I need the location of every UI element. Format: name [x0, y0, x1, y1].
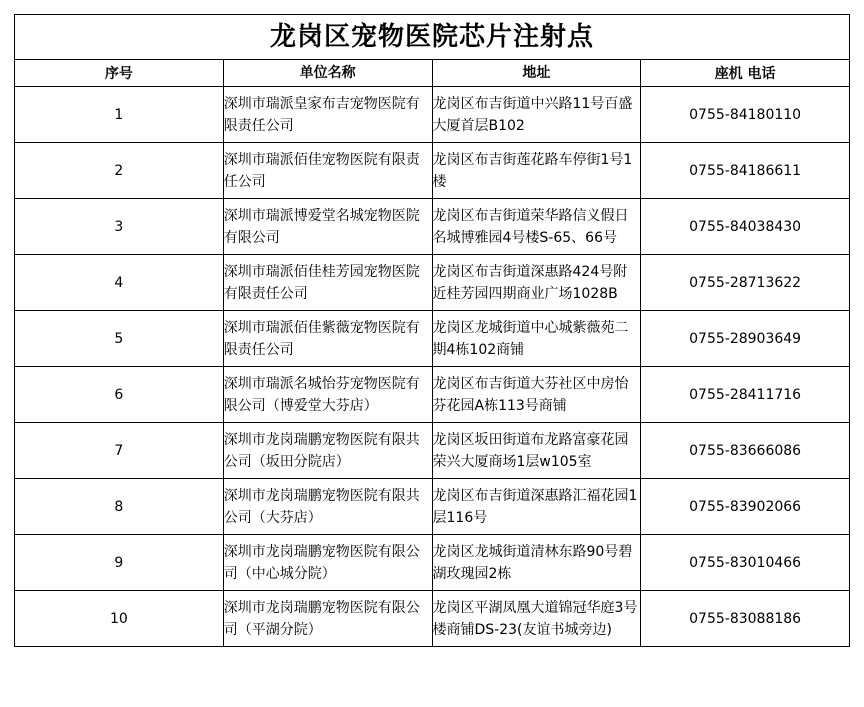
row-phone: 0755-84186611: [641, 143, 850, 199]
column-header-address: 地址: [432, 60, 641, 87]
table-row: [15, 479, 850, 535]
document-title: 龙岗区宠物医院芯片注射点: [15, 15, 850, 60]
table-row: [15, 591, 850, 647]
row-index: 10: [15, 591, 224, 647]
row-phone: 0755-84038430: [641, 199, 850, 255]
row-index: 2: [15, 143, 224, 199]
row-name: 深圳市瑞派名城怡芬宠物医院有限公司（博爱堂大芬店）: [223, 367, 432, 423]
column-header-name: 单位名称: [223, 60, 432, 87]
row-index: 4: [15, 255, 224, 311]
row-address: 龙岗区平湖凤凰大道锦冠华庭3号楼商铺DS-23(友谊书城旁边): [432, 591, 641, 647]
row-address: 龙岗区龙城街道清林东路90号碧湖玫瑰园2栋: [432, 535, 641, 591]
row-name: 深圳市瑞派佰佳宠物医院有限责任公司: [223, 143, 432, 199]
table-row: [15, 311, 850, 367]
table-row: [15, 535, 850, 591]
row-phone: 0755-28713622: [641, 255, 850, 311]
row-index: 1: [15, 87, 224, 143]
row-phone: 0755-28903649: [641, 311, 850, 367]
row-phone: 0755-83088186: [641, 591, 850, 647]
row-index: 9: [15, 535, 224, 591]
row-name: 深圳市瑞派佰佳桂芳园宠物医院有限责任公司: [223, 255, 432, 311]
row-phone: 0755-84180110: [641, 87, 850, 143]
row-name: 深圳市龙岗瑞鹏宠物医院有限公司（平湖分院）: [223, 591, 432, 647]
row-address: 龙岗区龙城街道中心城紫薇苑二期4栋102商铺: [432, 311, 641, 367]
row-index: 7: [15, 423, 224, 479]
row-name: 深圳市瑞派皇家布吉宠物医院有限责任公司: [223, 87, 432, 143]
row-address: 龙岗区布吉街莲花路车停街1号1楼: [432, 143, 641, 199]
column-header-index: 序号: [15, 60, 224, 87]
row-phone: 0755-83666086: [641, 423, 850, 479]
row-index: 3: [15, 199, 224, 255]
row-phone: 0755-83902066: [641, 479, 850, 535]
row-index: 6: [15, 367, 224, 423]
row-address: 龙岗区布吉街道荣华路信义假日名城博雅园4号楼S-65、66号: [432, 199, 641, 255]
table-row: [15, 199, 850, 255]
table-row: [15, 423, 850, 479]
pet-hospital-chip-injection-table: [14, 14, 850, 647]
row-name: 深圳市龙岗瑞鹏宠物医院有限共公司（坂田分院店）: [223, 423, 432, 479]
row-address: 龙岗区布吉街道中兴路11号百盛大厦首层B102: [432, 87, 641, 143]
row-index: 5: [15, 311, 224, 367]
row-name: 深圳市龙岗瑞鹏宠物医院有限共公司（大芬店）: [223, 479, 432, 535]
row-address: 龙岗区坂田街道布龙路富豪花园荣兴大厦商场1层w105室: [432, 423, 641, 479]
row-phone: 0755-28411716: [641, 367, 850, 423]
row-phone: 0755-83010466: [641, 535, 850, 591]
title-row: [15, 15, 850, 60]
table-row: [15, 143, 850, 199]
table-row: [15, 367, 850, 423]
table-row: [15, 255, 850, 311]
row-address: 龙岗区布吉街道深惠路汇福花园1层116号: [432, 479, 641, 535]
header-row: [15, 60, 850, 87]
table-row: [15, 87, 850, 143]
row-address: 龙岗区布吉街道深惠路424号附近桂芳园四期商业广场1028B: [432, 255, 641, 311]
row-name: 深圳市龙岗瑞鹏宠物医院有限公司（中心城分院）: [223, 535, 432, 591]
row-address: 龙岗区布吉街道大芬社区中房怡芬花园A栋113号商铺: [432, 367, 641, 423]
row-name: 深圳市瑞派佰佳紫薇宠物医院有限责任公司: [223, 311, 432, 367]
row-name: 深圳市瑞派博爱堂名城宠物医院有限公司: [223, 199, 432, 255]
row-index: 8: [15, 479, 224, 535]
column-header-phone: 座机 电话: [641, 60, 850, 87]
table-body: [15, 15, 850, 647]
